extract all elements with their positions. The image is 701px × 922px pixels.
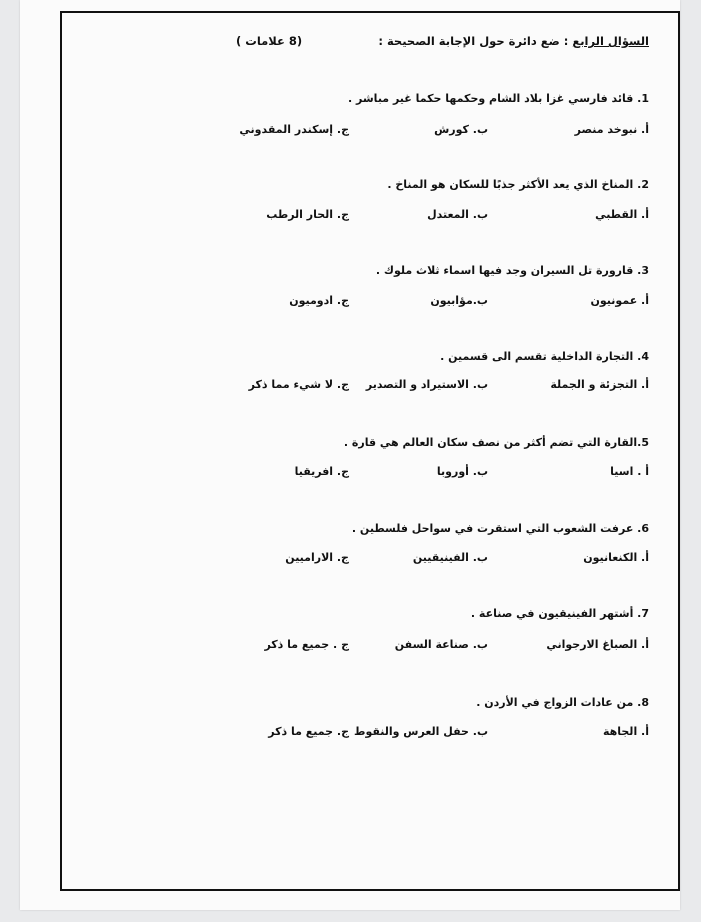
question-title-instruction: : ضع دائرة حول الإجابة الصحيحة :	[378, 34, 573, 48]
question-5-option-b[interactable]: ب. أوروبا	[436, 465, 488, 478]
question-6-option-b[interactable]: ب. الفينيقيين	[412, 551, 488, 564]
question-7-option-b[interactable]: ب. صناعة السفن	[394, 638, 488, 651]
question-5-option-a[interactable]: أ . اسيا	[610, 465, 649, 478]
question-7-text: 7. أشتهر الفينيقيون في صناعة .	[470, 607, 649, 620]
question-1-option-c[interactable]: ج. إسكندر المقدوني	[239, 123, 349, 136]
question-5-text: 5.القارة التي تضم أكثر من نصف سكان العالم هي قارة .	[343, 436, 649, 449]
question-3-option-c[interactable]: ج. ادوميون	[289, 294, 349, 307]
question-7-option-c[interactable]: ج . جميع ما ذكر	[264, 638, 349, 651]
question-2-option-b[interactable]: ب. المعتدل	[427, 208, 488, 221]
question-3-option-a[interactable]: أ. عمونيون	[590, 294, 649, 307]
question-4-text: 4. التجارة الداخلية تقسم الى قسمين .	[440, 350, 649, 363]
question-6-option-a[interactable]: أ. الكنعانيون	[583, 551, 649, 564]
question-4-option-c[interactable]: ج. لا شيء مما ذكر	[248, 378, 349, 391]
question-4-option-b[interactable]: ب. الاستيراد و التصدير	[365, 378, 488, 391]
marks-label: (8 علامات )	[236, 34, 303, 48]
question-1-text: 1. قائد فارسي غزا بلاد الشام وحكمها حكما غير مباشر .	[348, 92, 649, 105]
question-title-underlined: السؤال الرابع	[572, 34, 649, 48]
question-3-text: 3. قارورة تل السيران وجد فيها اسماء ثلاث ملوك .	[375, 264, 649, 277]
question-8-text: 8. من عادات الزواج في الأردن .	[476, 696, 649, 709]
question-8-option-c[interactable]: ج. جميع ما ذكر	[268, 725, 349, 738]
question-6-text: 6. عرفت الشعوب التي استقرت في سواحل فلسطين .	[351, 522, 649, 535]
question-8-option-b[interactable]: ب. حفل العرس والنقوط	[354, 725, 488, 738]
page-border	[60, 11, 680, 891]
question-4-option-a[interactable]: أ. التجزئة و الجملة	[550, 378, 649, 391]
question-5-option-c[interactable]: ج. افريقيا	[294, 465, 349, 478]
question-6-option-c[interactable]: ج. الاراميين	[285, 551, 349, 564]
question-3-option-b[interactable]: ب.مؤابيون	[430, 294, 488, 307]
question-1-option-b[interactable]: ب. كورش	[434, 123, 488, 136]
question-2-option-a[interactable]: أ. القطبي	[595, 208, 649, 221]
question-2-text: 2. المناخ الذي يعد الأكثر جذبًا للسكان هو المناخ .	[387, 178, 649, 191]
question-1-option-a[interactable]: أ. نبوخد منصر	[574, 123, 649, 136]
question-title	[378, 34, 649, 48]
question-2-option-c[interactable]: ج. الحار الرطب	[266, 208, 349, 221]
question-7-option-a[interactable]: أ. الصباغ الارجواني	[546, 638, 649, 651]
question-8-option-a[interactable]: أ. الجاهة	[602, 725, 649, 738]
